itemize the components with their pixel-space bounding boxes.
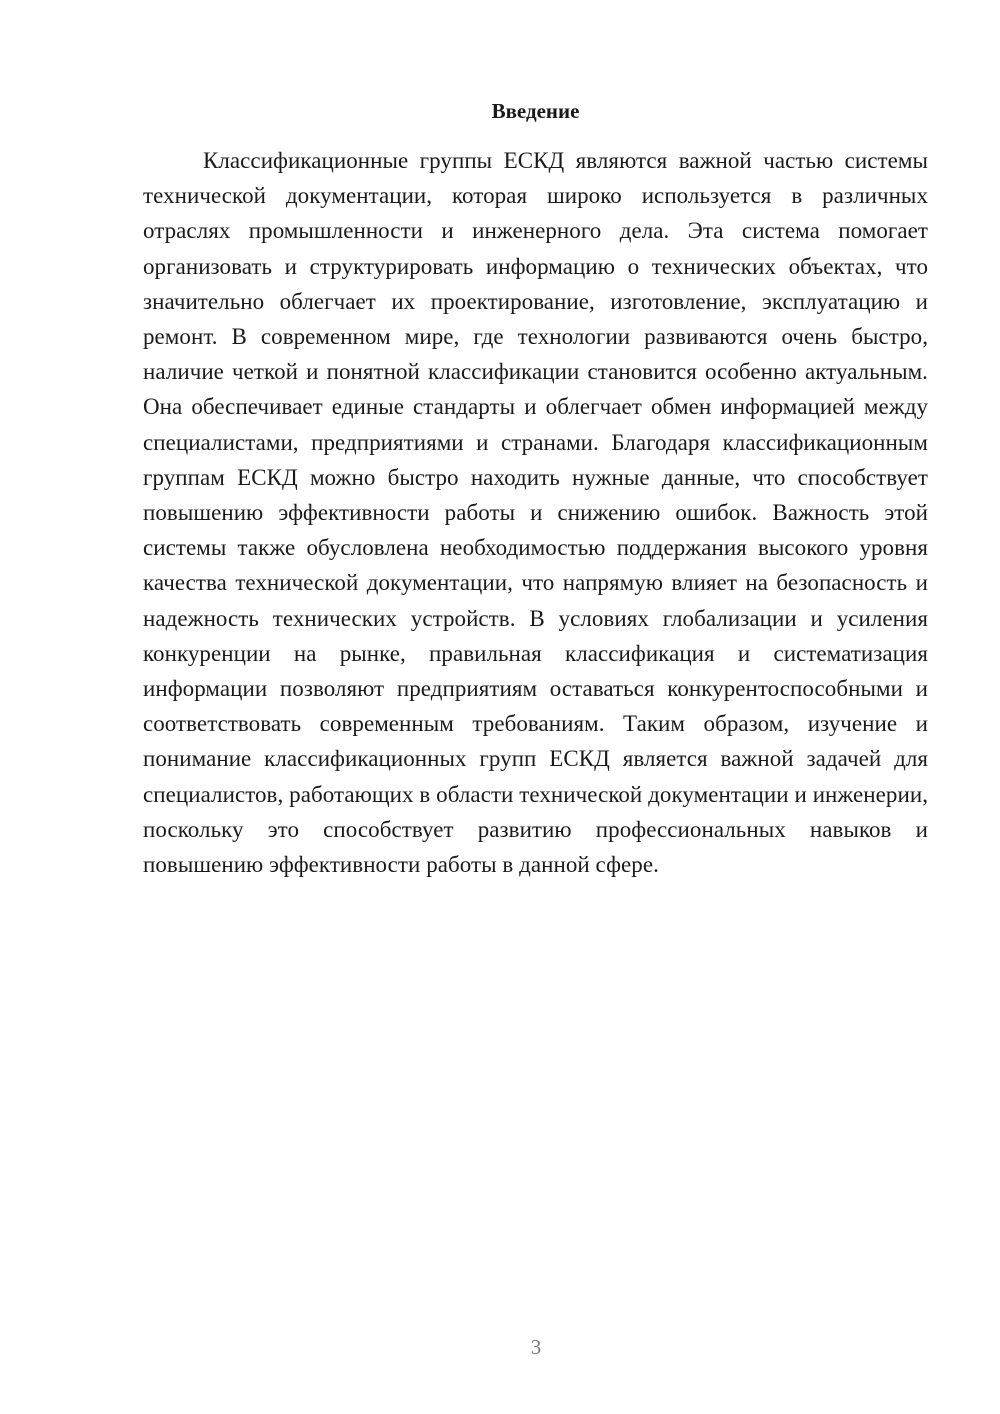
- section-heading: Введение: [491, 99, 580, 123]
- intro-paragraph: Классификационные группы ЕСКД являются важной частью системы технической документации, которая широко используется в различных отраслях промышленности и инженерного дела. Эта система помогает организовать и структурировать информацию о технических объектах, что значительно облегчает их проектирование, изготовление, эксплуатацию и ремонт. В современном мире, где технологии развиваются очень быстро, наличие четкой и понятной классификации становится особенно актуальным. Она обеспечивает единые стандарты и облегчает обмен информацией между специалистами, предприятиями и странами. Благодаря классификационным группам ЕСКД можно быстро находить нужные данные, что способствует повышению эффективности работы и снижению ошибок. Важность этой системы также обусловлена необходимостью поддержания высокого уровня качества технической документации, что напрямую влияет на безопасность и надежность технических устройств. В условиях глобализации и усиления конкуренции на рынке, правильная классификация и систематизация информации позволяют предприятиям оставаться конкурентоспособными и соответствовать современным требованиям. Таким образом, изучение и понимание классификационных групп ЕСКД является важной задачей для специалистов, работающих в области технической документации и инженерии, поскольку это способствует развитию профессиональных навыков и повышению эффективности работы в данной сфере.: [143, 148, 928, 878]
- page-number: 3: [530, 1335, 542, 1359]
